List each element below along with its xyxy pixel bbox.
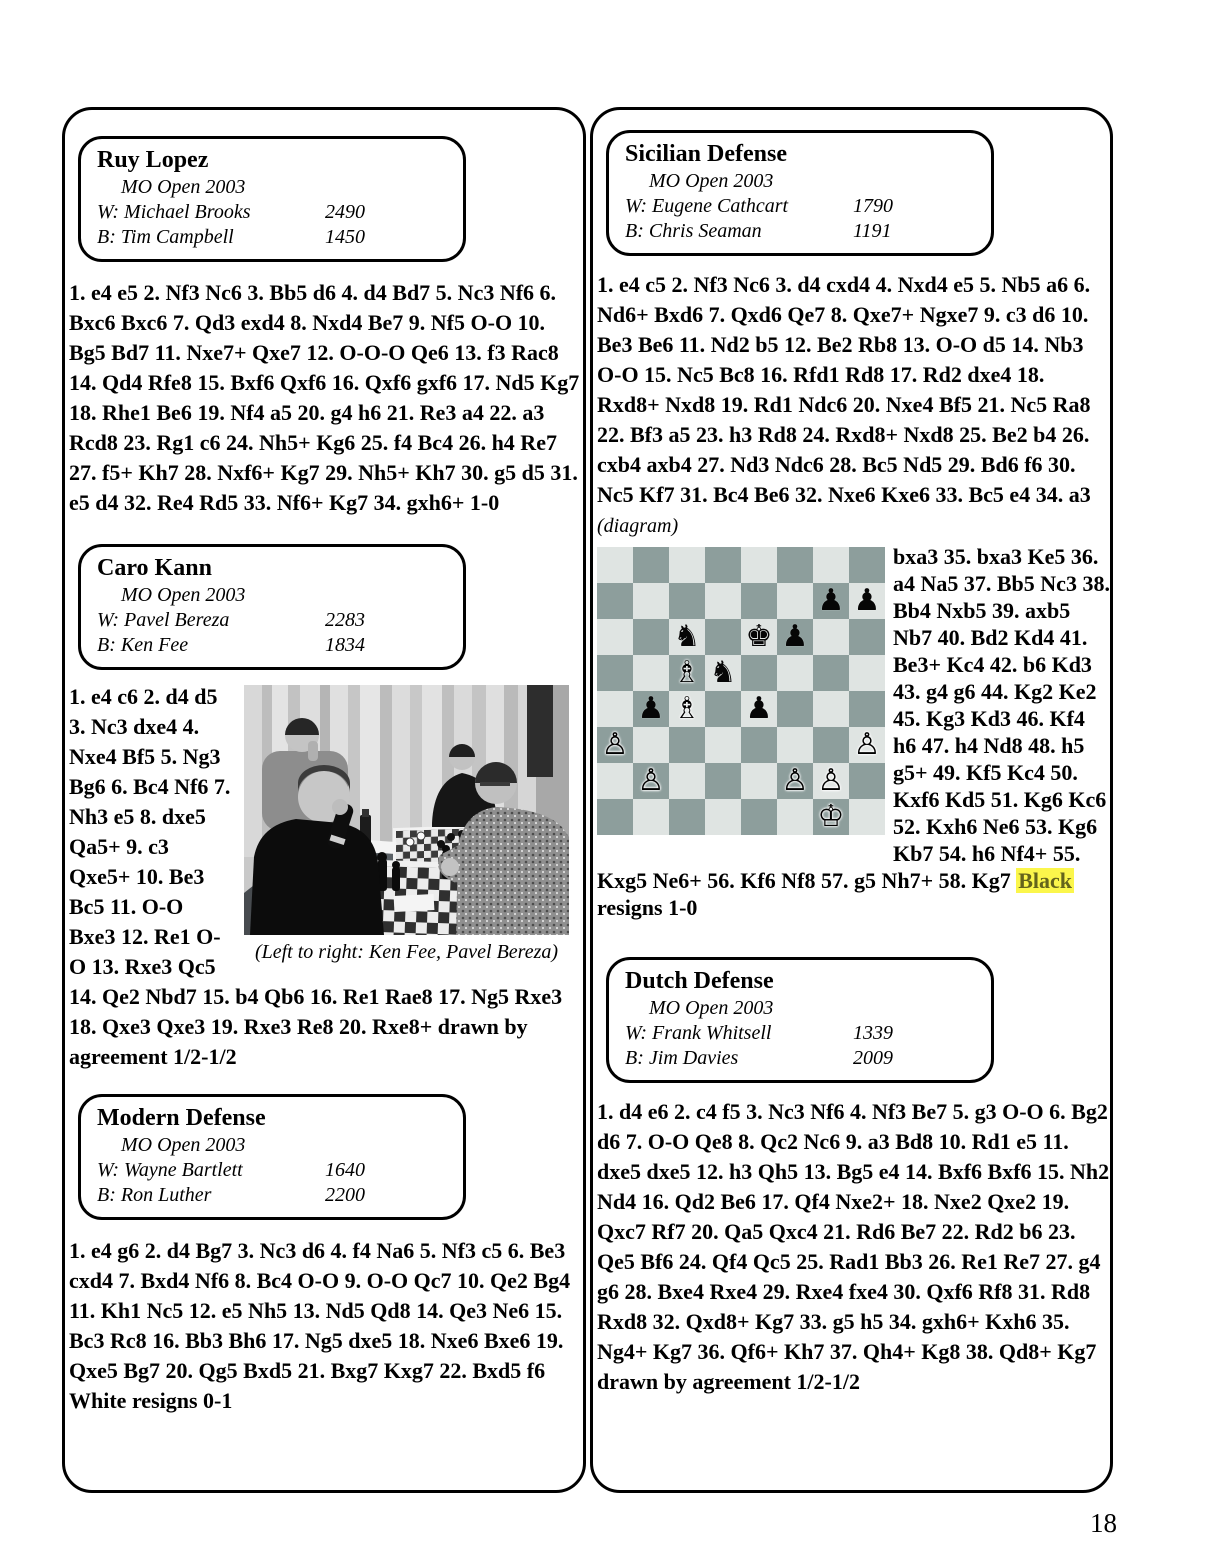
photo-image (244, 685, 569, 935)
diagram-note: (diagram) (597, 515, 679, 537)
board-square (741, 727, 777, 763)
board-square (597, 763, 633, 799)
board-square (849, 799, 885, 835)
black-piece-icon: ♞ (709, 655, 737, 690)
white-player-row (625, 1021, 991, 1046)
black-piece-icon: ♟ (853, 583, 881, 618)
white-player: W: Pavel Bereza (97, 609, 230, 631)
board-square (669, 619, 705, 655)
white-player: W: Eugene Cathcart (625, 195, 789, 217)
board-square (633, 547, 669, 583)
white-rating: 1339 (853, 1022, 893, 1044)
board-square (741, 799, 777, 835)
opening-name: Dutch Defense (625, 968, 774, 994)
board-square (777, 655, 813, 691)
white-player: W: Wayne Bartlett (97, 1159, 243, 1181)
white-player: W: Frank Whitsell (625, 1022, 772, 1044)
black-player: B: Tim Campbell (97, 226, 234, 248)
board-square (741, 655, 777, 691)
opening-name: Ruy Lopez (97, 147, 209, 173)
black-rating: 1834 (325, 634, 365, 656)
board-square (849, 619, 885, 655)
board-square (597, 691, 633, 727)
board-square (741, 619, 777, 655)
white-player-row (97, 608, 463, 633)
board-square (777, 799, 813, 835)
board-square (597, 799, 633, 835)
event-name: MO Open 2003 (649, 170, 774, 192)
game-header-modern-defense (78, 1094, 466, 1220)
board-square (669, 691, 705, 727)
board-square (777, 619, 813, 655)
black-piece-icon: ♚ (745, 619, 773, 654)
board-square (633, 691, 669, 727)
board-square (597, 619, 633, 655)
board-square (669, 799, 705, 835)
event-name: MO Open 2003 (121, 584, 246, 606)
board-square (741, 547, 777, 583)
caro-kann-flow (69, 682, 583, 1072)
board-square (813, 583, 849, 619)
board-square (705, 547, 741, 583)
black-player: B: Ken Fee (97, 634, 189, 656)
white-rating: 1640 (325, 1159, 365, 1181)
black-piece-icon: ♟ (781, 619, 809, 654)
game-header-caro-kann (78, 544, 466, 670)
board-square (633, 655, 669, 691)
board-square (669, 583, 705, 619)
chess-diagram (597, 547, 885, 835)
board-square (705, 691, 741, 727)
black-rating: 2200 (325, 1184, 365, 1206)
black-rating: 1191 (853, 220, 892, 242)
tournament-photo (244, 685, 569, 965)
board-square (813, 763, 849, 799)
board-square (849, 691, 885, 727)
white-piece-icon: ♔ (817, 799, 845, 834)
board-square (705, 799, 741, 835)
white-piece-icon: ♙ (601, 727, 629, 762)
board-square (597, 727, 633, 763)
board-square (741, 691, 777, 727)
board-square (705, 583, 741, 619)
opening-name: Modern Defense (97, 1105, 266, 1131)
game-header-sicilian-defense (606, 130, 994, 256)
white-player-row (97, 1158, 463, 1183)
black-player: B: Chris Seaman (625, 220, 762, 242)
black-piece-icon: ♟ (637, 691, 665, 726)
left-column (62, 107, 586, 1493)
white-piece-icon: ♗ (673, 655, 701, 690)
moves-caro-kann: 1. e4 c6 2. d4 d5 3. Nc3 dxe4 4. Nxe4 Bf5 5. Ng3 Bg6 6. Bc4 Nf6 7. Nh3 e5 8. dxe5 Qa5+ 9. c3 Qxe5+ 10. Be3 Bc5 11. O-O Bxe3 12. Re1 O-O 13. Rxe3 Qc5 14. Qe2 Nbd7 15. b4 Qb6 16. Re1 Rae8 17. Ng5 Rxe3 18. Qxe3 Qxe3 19. Rxe3 Re8 20. Rxe8+ drawn by agreement 1/2-1/2 (69, 684, 563, 1069)
moves-ruy-lopez: 1. e4 e5 2. Nf3 Nc6 3. Bb5 d6 4. d4 Bd7 5. Nc3 Nf6 6. Bxc6 Bxc6 7. Qd3 exd4 8. Nxd4 Be7 9. Nf5 O-O 10. Bg5 Bd7 11. Nxe7+ Qxe7 12. O-O-O Qe6 13. f3 Rac8 14. Qd4 Rfe8 15. Bxf6 Qxf6 16. Qxf6 gxf6 17. Nd5 Kg7 18. Rhe1 Be6 19. Nf4 a5 20. g4 h6 21. Re3 a4 22. a3 Rcd8 23. Rg1 c6 24. Nh5+ Kg6 25. f4 Bc4 26. h4 Re7 27. f5+ Kh7 28. Nxf6+ Kg7 29. Nh5+ Kh7 30. g5 d5 31. e5 d4 32. Re4 Rd5 33. Nf6+ Kg7 34. gxh6+ 1-0 (69, 280, 580, 515)
black-player-row (97, 633, 463, 658)
board-square (813, 619, 849, 655)
event-name: MO Open 2003 (121, 176, 246, 198)
board-square (777, 583, 813, 619)
board-square (597, 547, 633, 583)
event-name: MO Open 2003 (121, 1134, 246, 1156)
black-player-row (97, 225, 463, 250)
opening-name: Caro Kann (97, 555, 212, 581)
board-square (705, 619, 741, 655)
black-piece-icon: ♟ (817, 583, 845, 618)
board-square (705, 655, 741, 691)
black-player-row (625, 219, 991, 244)
board-square (813, 547, 849, 583)
moves-sicilian-part1 (597, 270, 1111, 541)
board-square (669, 547, 705, 583)
game-header-dutch-defense (606, 957, 994, 1083)
board-square (597, 655, 633, 691)
board-square (777, 691, 813, 727)
white-piece-icon: ♙ (637, 763, 665, 798)
board-square (633, 583, 669, 619)
board-square (741, 583, 777, 619)
board-square (849, 655, 885, 691)
black-player-row (97, 1183, 463, 1208)
white-rating: 2490 (325, 201, 365, 223)
board-square (633, 727, 669, 763)
board-square (849, 727, 885, 763)
board-square (741, 763, 777, 799)
event-name: MO Open 2003 (649, 997, 774, 1019)
moves-text: bxa3 35. bxa3 Ke5 36. a4 Na5 37. Bb5 Nc3 38. Bb4 Nxb5 39. axb5 Nb7 40. Bd2 Kd4 41. Be3+ Kc4 42. b6 Kd3 43. g4 g6 44. Kg2 Ke2 45. Kg3 Kd3 46. Kf4 h6 47. h4 Nd8 48. h5 g5+ 49. Kf5 Kc4 50. Kxf6 Kd5 51. Kg6 Kc6 52. Kxh6 Ne6 53. Kg6 Kb7 54. h6 Nf4+ 55. Kxg5 Ne6+ 56. Kf6 Nf8 57. g5 Nh7+ 58. Kg7 (597, 544, 1110, 893)
moves-text: 1. e4 c5 2. Nf3 Nc6 3. d4 cxd4 4. Nxd4 e5 5. Nb5 a6 6. Nd6+ Bxd6 7. Qxd6 Qe7 8. Qxe7+ Ngxe7 9. c3 d6 10. Be3 Be6 11. Nd2 b5 12. Be2 Rb8 13. O-O d5 14. Nb3 O-O 15. Nc5 Bc8 16. Rfd1 Rd8 17. Rd2 dxe4 18. Rxd8+ Nxd8 19. Rd1 Ndc6 20. Nxe4 Bf5 21. Nc5 Ra8 22. Bf3 a5 23. h3 Rd8 24. Rxd8+ Nxd8 25. Be2 b4 26. cxb4 axb4 27. Nd3 Ndc6 28. Bc5 Nd5 29. Bd6 f6 30. Nc5 Kf7 31. Bc4 Be6 32. Nxe6 Kxe6 33. Bc5 e4 34. a3 (597, 272, 1091, 507)
right-column (590, 107, 1113, 1493)
board-square (669, 655, 705, 691)
highlighted-word: Black (1018, 868, 1073, 893)
board-square (633, 619, 669, 655)
white-piece-icon: ♙ (817, 763, 845, 798)
black-player: B: Ron Luther (97, 1184, 212, 1206)
board-square (849, 763, 885, 799)
black-player-row (625, 1046, 991, 1071)
board-square (777, 763, 813, 799)
opening-name: Sicilian Defense (625, 141, 787, 167)
board-square (705, 727, 741, 763)
board-square (813, 727, 849, 763)
white-player: W: Michael Brooks (97, 201, 251, 223)
board-square (669, 763, 705, 799)
white-piece-icon: ♙ (853, 727, 881, 762)
board-square (813, 655, 849, 691)
moves-modern-defense: 1. e4 g6 2. d4 Bg7 3. Nc3 d6 4. f4 Na6 5. Nf3 c5 6. Be3 cxd4 7. Bxd4 Nf6 8. Bc4 O-O 9. O-O Qc7 10. Qe2 Bg4 11. Kh1 Nc5 12. e5 Nh5 13. Nd5 Qd8 14. Qe3 Ne6 15. Bc3 Rc8 16. Bb3 Bh6 17. Ng5 dxe5 18. Nxe6 Bxe6 19. Qxe5 Bg7 20. Qg5 Bxd5 21. Bxg7 Kxg7 22. Bxd5 f6 White resigns 0-1 (69, 1238, 571, 1413)
board-square (777, 727, 813, 763)
moves-dutch-defense: 1. d4 e6 2. c4 f5 3. Nc3 Nf6 4. Nf3 Be7 5. g3 O-O 6. Bg2 d6 7. O-O Qe8 8. Qc2 Nc6 9. a3 Bd8 10. Rd1 e5 11. dxe5 dxe5 12. h3 Qh5 13. Bg5 e4 14. Bxf6 Bxf6 15. Nh2 Nd4 16. Qd2 Be6 17. Qf4 Nxe2+ 18. Nxe2 Qxe2 19. Qxc7 Rf7 20. Qa5 Qxc4 21. Rd6 Be7 22. Rd2 b6 23. Qe5 Bf6 24. Qf4 Qc5 25. Rad1 Bb3 26. Re1 Re7 27. g4 g6 28. Bxe4 Rxe4 29. Rxe4 fxe4 30. Qxf6 Rf8 31. Rd8 Rxd8 32. Qxd8+ Kg7 33. g5 h5 34. gxh6+ Kxh6 35. Ng4+ Kg7 36. Qf6+ Kh7 37. Qh4+ Kg8 38. Qd8+ Kg7 drawn by agreement 1/2-1/2 (597, 1099, 1110, 1394)
white-piece-icon: ♙ (781, 763, 809, 798)
page-number: 18 (1090, 1508, 1117, 1538)
board-square (849, 547, 885, 583)
black-rating: 2009 (853, 1047, 893, 1069)
board-square (813, 799, 849, 835)
board-square (633, 799, 669, 835)
board-square (597, 583, 633, 619)
result-text: resigns 1-0 (597, 895, 698, 920)
board-square (669, 727, 705, 763)
board-square (777, 547, 813, 583)
board-square (705, 763, 741, 799)
board-square (849, 583, 885, 619)
black-player: B: Jim Davies (625, 1047, 739, 1069)
black-piece-icon: ♟ (745, 691, 773, 726)
photo-caption: (Left to right: Ken Fee, Pavel Bereza) (254, 941, 559, 963)
white-player-row (97, 200, 463, 225)
white-piece-icon: ♗ (673, 691, 701, 726)
white-rating: 2283 (325, 609, 365, 631)
board-square (813, 691, 849, 727)
board-square (633, 763, 669, 799)
white-rating: 1790 (853, 195, 893, 217)
sicilian-diagram-flow (597, 543, 1111, 921)
white-player-row (625, 194, 991, 219)
black-piece-icon: ♞ (673, 619, 701, 654)
black-rating: 1450 (325, 226, 365, 248)
game-header-ruy-lopez (78, 136, 466, 262)
